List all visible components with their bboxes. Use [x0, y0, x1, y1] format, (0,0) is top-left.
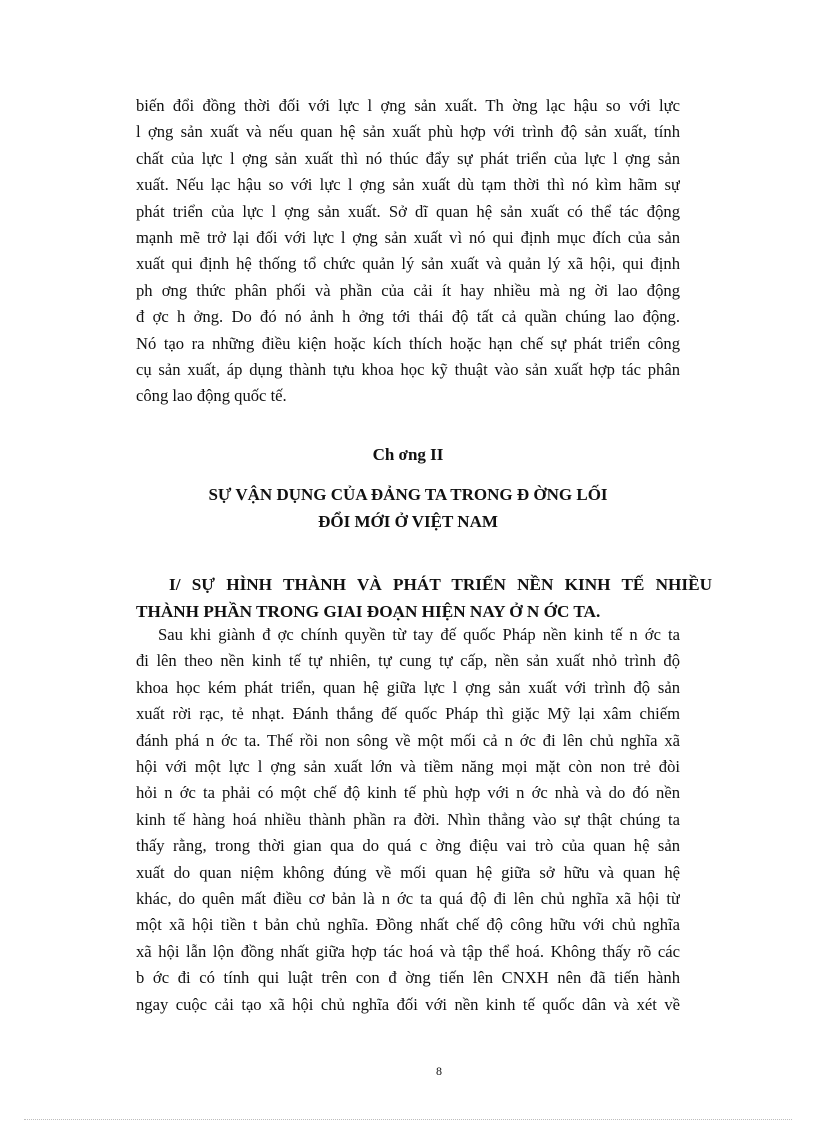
chapter-title	[0, 481, 816, 535]
text-line: mạnh mẽ trở lại đối với lực l ợng sản xuất vì nó qui định mục đích của sản	[136, 228, 680, 248]
text-line: khoa học kém phát triển, quan hệ giữa lực l ợng sản xuất với trình độ sản	[136, 677, 680, 697]
text-line: khác, do quên mất điều cơ bản là n ớc ta quá độ đi lên chủ nghĩa xã hội từ	[136, 889, 680, 909]
page-bottom-divider	[24, 1119, 792, 1120]
text-line: xuất. Nếu lạc hậu so với lực l ợng sản xuất dù tạm thời thì nó kìm hãm sự	[136, 175, 680, 195]
text-line: thấy rằng, trong thời gian qua do quá c ờng điệu vai trò của quan hệ sản	[136, 836, 680, 856]
section-heading-line: THÀNH PHẦN TRONG GIAI ĐOẠN HIỆN NAY Ở N ỚC TA.	[136, 602, 601, 621]
text-line: cụ sản xuất, áp dụng thành tựu khoa học kỹ thuật vào sản xuất hợp tác phân	[136, 360, 680, 380]
chapter-title-line: ĐỔI MỚI Ở VIỆT NAM	[318, 512, 498, 531]
text-line: công lao động quốc tế.	[136, 386, 287, 406]
text-line: biến đổi đồng thời đối với lực l ợng sản xuất. Th ờng lạc hậu so với lực	[136, 96, 680, 115]
text-line: l ợng sản xuất và nếu quan hệ sản xuất phù hợp với trình độ sản xuất, tính	[136, 122, 680, 142]
text-line: xã hội lẫn lộn đồng nhất giữa hợp tác hoá và tập thể hoá. Không thấy rõ các	[136, 941, 680, 961]
chapter-label: Ch ơng II	[372, 445, 444, 464]
body-paragraph-1	[136, 93, 680, 410]
text-line: hội với một lực l ợng sản xuất lớn và tiềm năng mọi mặt còn non trẻ đòi	[136, 757, 680, 777]
text-line: xuất rời rạc, tẻ nhạt. Đánh thắng đế quốc Pháp thì giặc Mỹ lại xâm chiếm	[136, 704, 680, 724]
text-line: đi lên theo nền kinh tế tự nhiên, tự cung tự cấp, nền sản xuất nhỏ trình độ	[136, 651, 680, 671]
text-line: hỏi n ớc ta phải có một chế độ kinh tế phù hợp với n ớc nhà và do đó nền	[136, 783, 680, 803]
text-line: ph ơng thức phân phối và phần của cải ít hay nhiều mà ng ời lao động	[136, 280, 680, 300]
text-line: chất của lực l ợng sản xuất thì nó thúc đẩy sự phát triển của lực l ợng sản	[136, 148, 680, 168]
text-line: phát triển của lực l ợng sản xuất. Sở dĩ quan hệ sản xuất có thể tác động	[136, 201, 680, 221]
page-number: 8	[436, 1064, 442, 1078]
section-heading-line: I/ SỰ HÌNH THÀNH VÀ PHÁT TRIỂN NỀN KINH TẾ NHIỀU	[169, 575, 712, 594]
text-line: kinh tế hàng hoá nhiều thành phần ra đời. Nhìn thẳng vào sự thật chúng ta	[136, 809, 680, 829]
text-line: Sau khi giành đ ợc chính quyền từ tay đế quốc Pháp nền kinh tế n ớc ta	[158, 625, 680, 644]
chapter-title-line: SỰ VẬN DỤNG CỦA ĐẢNG TA TRONG Đ ỜNG LỐI	[208, 485, 608, 504]
body-paragraph-2	[136, 622, 680, 1018]
text-line: xuất qui định hệ thống tổ chức quản lý sản xuất và quản lý xã hội, qui định	[136, 254, 680, 274]
text-line: xuất do quan niệm không đúng về mối quan hệ giữa sở hữu và quan hệ	[136, 862, 680, 882]
section-heading	[136, 571, 712, 625]
text-line: b ớc đi có tính qui luật trên con đ ờng tiến lên CNXH nên đã tiến hành	[136, 968, 680, 988]
text-line: đánh phá n ớc ta. Thế rồi non sông về một mối cả n ớc đi lên chủ nghĩa xã	[136, 730, 680, 750]
text-line: một xã hội tiền t bản chủ nghĩa. Đồng nhất chế độ công hữu với chủ nghĩa	[136, 915, 680, 935]
text-line: Nó tạo ra những điều kiện hoặc kích thích hoặc hạn chế sự phát triển công	[136, 333, 680, 353]
text-line: đ ợc h ởng. Do đó nó ảnh h ởng tới thái độ tất cả quần chúng lao động.	[136, 307, 680, 327]
text-line: ngay cuộc cải tạo xã hội chủ nghĩa đối với nền kinh tế quốc dân và xét về	[136, 994, 680, 1014]
